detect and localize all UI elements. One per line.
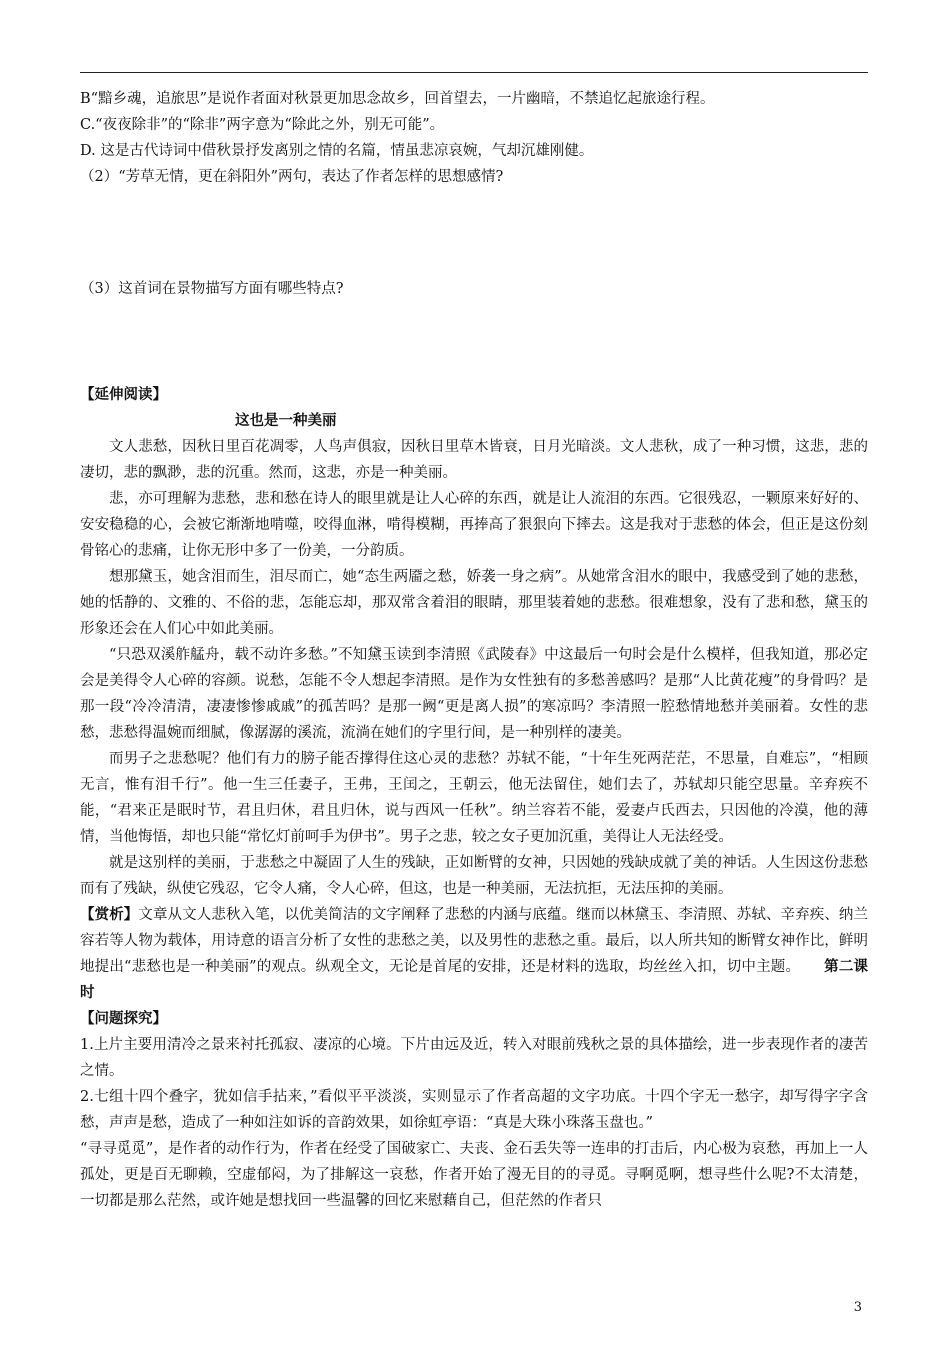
answer-space-2 [80,190,868,276]
header-rule [80,72,868,73]
article-paragraph: 想那黛玉，她含泪而生，泪尽而亡，她“态生两靥之愁，娇袭一身之病”。从她常含泪水的眼中，我感受到了她的悲愁，她的恬静的、文雅的、不俗的悲，怎能忘却，那双常含着泪的眼睛，那里装着她的悲愁。很难想象，没有了悲和愁，黛玉的形象还会在人们心中如此美丽。 [80,569,868,637]
article-paragraph: 就是这别样的美丽，于悲愁之中凝固了人生的残缺，正如断臂的女神，只因她的残缺成就了美的神话。人生因这份悲愁而有了残缺，纵使它残忍，它令人痛，令人心碎，但这，也是一种美丽，无法抗拒，无法压抑的美丽。 [80,855,868,897]
option-c: C.“夜夜除非”的“除非”两字意为“除此之外，别无可能”。 [80,117,445,133]
page-body [80,80,868,1214]
lesson-2-heading: 第二课时 [80,958,869,1001]
page-number: 3 [853,1300,862,1315]
article-paragraph: 文人悲愁，因秋日里百花凋零，人鸟声俱寂，因秋日里草木皆衰，日月光暗淡。文人悲秋，成了一种习惯，这悲，悲的凄切，悲的飘渺，悲的沉重。然而，这悲，亦是一种美丽。 [80,439,868,481]
section-header-inquiry: 【问题探究】 [80,1010,167,1027]
inquiry-item-2: 2.七组十四个叠字，犹如信手拈来，”看似平平淡淡，实则显示了作者高超的文字功底。十四个字无一愁字，却写得字字含愁，声声是愁，造成了一种如注如诉的音韵效果，如徐虹亭语：“真是大珠小珠落玉盘也。” [80,1089,868,1131]
question-2: （2）“芳草无情，更在斜阳外”两句，表达了作者怎样的思想感情? [80,169,504,185]
option-d: D. 这是古代诗词中借秋景抒发离别之情的名篇，情虽悲凉哀婉，气却沉雄刚健。 [80,143,594,159]
article-paragraph: 而男子之悲愁呢？他们有力的膀子能否撑得住这心灵的悲愁？苏轼不能，“十年生死两茫茫，不思量，自难忘”，“相顾无言，惟有泪千行”。他一生三任妻子，王弗，王闰之，王朝云，他无法留住，她们去了，苏轼却只能空思量。辛弃疾不能，“君来正是眠时节，君且归休，君且归休，说与西风一任秋”。纳兰容若不能，爱妻卢氏西去，只因他的冷漠，他的薄情，当他悔悟，却也只能“常忆灯前呵手为伊书”。男子之悲，较之女子更加沉重，美得让人无法经受。 [80,751,868,845]
answer-space-3 [80,302,868,382]
appreciation-text: 文章从文人悲秋入笔，以优美简洁的文字阐释了悲愁的内涵与底蕴。继而以林黛玉、李清照、苏轼、辛弃疾、纳兰容若等人物为载体，用诗意的语言分析了女性的悲愁之美，以及男性的悲愁之重。最后，以人所共知的断臂女神作比，鲜明地提出“悲愁也是一种美丽”的观点。纵观全文，无论是首尾的安排，还是材料的选取，均丝丝入扣，切中主题。 [80,907,869,975]
question-3: （3）这首词在景物描写方面有哪些特点? [80,281,344,297]
inquiry-item-2-continued: “寻寻觅觅”，是作者的动作行为，作者在经受了国破家亡、夫丧、金石丢失等一连串的打击后，内心极为哀愁，再加上一人孤处，更是百无聊赖，空虚郁闷，为了排解这一哀愁，作者开始了漫无目的的寻觅。寻啊觅啊，想寻些什么呢?不太清楚，一切都是那么茫然，或许她是想找回一些温馨的回忆来慰藉自己，但茫然的作者只 [80,1141,868,1209]
article-title: 这也是一种美丽 [235,412,337,429]
option-b: B“黯乡魂，追旅思”是说作者面对秋景更加思念故乡，回首望去，一片幽暗，不禁追忆起旅途行程。 [80,91,715,107]
appreciation-paragraph [80,902,868,1006]
appreciation-label: 【赏析】 [80,906,139,923]
section-header-extended-reading: 【延伸阅读】 [80,386,167,403]
article-paragraph: 悲，亦可理解为悲愁，悲和愁在诗人的眼里就是让人心碎的东西，就是让人流泪的东西。它很残忍，一颗原来好好的、安安稳稳的心，会被它渐渐地啃噬，咬得血淋，啃得模糊，再捧高了狠狠向下摔去。这是我对于悲愁的体会，但正是这份刻骨铭心的悲痛，让你无形中多了一份美，一分韵质。 [80,491,868,559]
inquiry-item-1: 1.上片主要用清冷之景来衬托孤寂、凄凉的心境。下片由远及近，转入对眼前残秋之景的具体描绘，进一步表现作者的凄苦之情。 [80,1037,868,1079]
article-paragraph: “只恐双溪舴艋舟，载不动许多愁。”不知黛玉读到李清照《武陵春》中这最后一句时会是什么模样，但我知道，那必定会是美得令人心碎的容颜。说愁，怎能不令人想起李清照。是作为女性独有的多愁善感吗？是那“人比黄花瘦”的身骨吗？是那一段“冷冷清清，凄凄惨惨戚戚”的孤苦吗？是那一阙“更是离人损”的寒凉吗？李清照一腔愁情地愁并美丽着。女性的悲愁，悲愁得温婉而细腻，像潺潺的溪流，流淌在她们的字里行间，是一种别样的凄美。 [80,647,868,741]
